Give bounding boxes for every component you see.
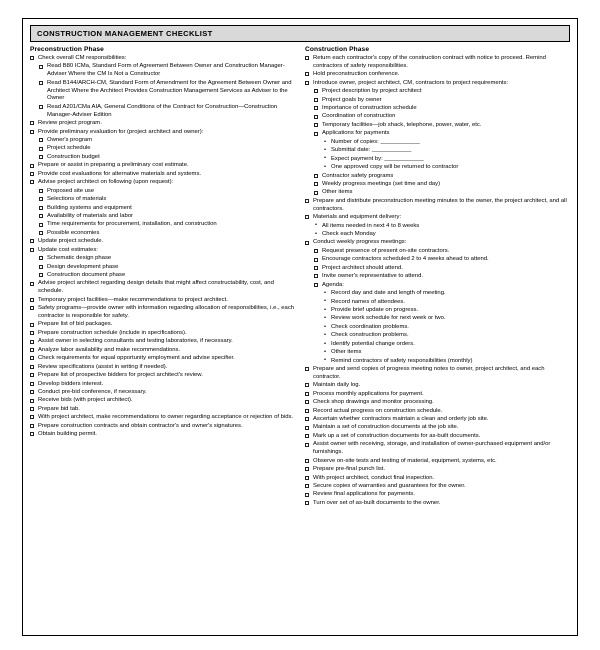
column-heading-preconstruction: Preconstruction Phase <box>30 46 104 53</box>
checklist-item[interactable] <box>305 173 570 181</box>
checklist-item[interactable] <box>305 248 570 256</box>
checklist-item-label: Develop bidders interest. <box>38 380 104 387</box>
bullet-icon: • <box>324 138 327 145</box>
checklist-item-label: Review work schedule for next week or two. <box>331 315 446 322</box>
checklist-item[interactable] <box>305 88 570 96</box>
checklist-item[interactable] <box>30 104 295 120</box>
checklist-item[interactable] <box>30 338 295 346</box>
checkbox-icon[interactable] <box>314 274 318 278</box>
bullet-icon: • <box>324 163 327 170</box>
checklist-item[interactable] <box>30 297 295 305</box>
checkbox-icon[interactable] <box>305 383 309 387</box>
checklist-item-label: Mark up a set of construction documents for as-built documents. <box>313 432 481 439</box>
checkbox-icon[interactable] <box>39 256 43 260</box>
checkbox-icon[interactable] <box>305 72 309 76</box>
checkbox-icon[interactable] <box>30 331 34 335</box>
checklist-item[interactable] <box>305 483 570 491</box>
checklist-item-label: Observe on-site tests and testing of material, equipment, systems, etc. <box>313 457 497 464</box>
checkbox-icon[interactable] <box>30 248 34 252</box>
checklist-item-label: One approved copy will be returned to contractor <box>331 164 459 171</box>
checkbox-icon[interactable] <box>30 180 34 184</box>
checklist-item[interactable] <box>30 154 295 162</box>
checklist-item-label: Materials and equipment delivery: <box>313 214 402 221</box>
checkbox-icon[interactable] <box>30 432 34 436</box>
checkbox-icon[interactable] <box>305 434 309 438</box>
bullet-icon: • <box>315 230 318 237</box>
bullet-icon: • <box>324 357 327 364</box>
checkbox-icon[interactable] <box>30 323 34 327</box>
checklist-item-label: Number of copies: ____________ <box>331 138 420 145</box>
checkbox-icon[interactable] <box>305 426 309 430</box>
checklist-item-label: Turn over set of as-built documents to the owner. <box>313 499 441 506</box>
checkbox-icon[interactable] <box>314 249 318 253</box>
checklist-item-label: Conduct pre-bid conference, if necessary. <box>38 388 147 395</box>
checkbox-icon[interactable] <box>39 273 43 277</box>
checklist-item[interactable] <box>305 189 570 197</box>
checkbox-icon[interactable] <box>305 467 309 471</box>
checklist-item[interactable] <box>30 179 295 187</box>
checkbox-icon[interactable] <box>305 400 309 404</box>
checklist-item-label: Request presence of present on-site contractors. <box>322 247 450 254</box>
checklist-item-label: Project goals by owner <box>322 96 382 103</box>
checkbox-icon[interactable] <box>30 130 34 134</box>
checklist-item[interactable] <box>305 424 570 432</box>
checklist-item-label: Check each Monday <box>322 231 376 237</box>
checkbox-icon[interactable] <box>30 356 34 360</box>
checklist-item-label: Weekly progress meetings (set time and day) <box>322 180 441 187</box>
checklist-item-label: Prepare and distribute preconstruction meeting minutes to the owner, the project architect, and all contractors. <box>313 197 567 212</box>
checklist-item[interactable] <box>305 130 570 138</box>
checklist-item-label: Coordination of construction <box>322 113 396 120</box>
checklist-item-label: Maintain daily log. <box>313 382 361 389</box>
checkbox-icon[interactable] <box>305 459 309 463</box>
checklist-item-label: Prepare pre-final punch list. <box>313 466 386 473</box>
checklist-item[interactable] <box>30 397 295 405</box>
checklist-item-label: Construction document phase <box>47 272 126 278</box>
checklist-item-label: Read A201/CMa AIA, General Conditions of the Contract for Construction—Construction Manager-Adviser Edition <box>47 103 278 118</box>
checkbox-icon[interactable] <box>30 415 34 419</box>
checklist-item-label: Project schedule <box>47 145 91 152</box>
checklist-item[interactable] <box>30 137 295 145</box>
checklist-item-label: Agenda: <box>322 281 344 288</box>
checklist-item-label: Advise project architect regarding design details that might affect constructability, cost, and schedule. <box>38 280 274 295</box>
checklist-item[interactable] <box>305 408 570 416</box>
checklist-item[interactable] <box>305 198 570 214</box>
checklist-item[interactable] <box>305 366 570 382</box>
checkbox-icon[interactable] <box>314 106 318 110</box>
checklist-item[interactable] <box>305 307 570 315</box>
checkbox-icon[interactable] <box>314 89 318 93</box>
checklist-item[interactable] <box>30 213 295 221</box>
checklist-item-label: Contractor safety programs <box>322 172 394 179</box>
checklist-item[interactable] <box>305 139 570 147</box>
checklist-item[interactable] <box>305 491 570 499</box>
checklist-item[interactable] <box>305 475 570 483</box>
checkbox-icon[interactable] <box>314 174 318 178</box>
checklist-item[interactable] <box>30 188 295 196</box>
column-construction <box>305 46 570 629</box>
bullet-icon: • <box>324 289 327 296</box>
checklist-item-label: Record day and date and length of meeting. <box>331 290 446 297</box>
checklist-item-label: Owner's program <box>47 137 92 143</box>
checklist-item-label: Provide preliminary evaluation for (project architect and owner): <box>38 128 204 135</box>
checklist-item-label: Prepare and send copies of progress meeting notes to owner, project architect, and each contractor. <box>313 366 545 380</box>
checklist-item-label: Project architect should attend. <box>322 264 403 271</box>
checklist-item[interactable] <box>30 171 295 179</box>
checklist-item[interactable] <box>305 391 570 399</box>
checklist-item-label: Applications for payments <box>322 130 390 137</box>
checklist-item[interactable] <box>305 181 570 189</box>
checklist-item-label: Design development phase <box>47 263 119 270</box>
checkbox-icon[interactable] <box>305 367 309 371</box>
checklist-item-label: Hold preconstruction conference. <box>313 71 400 78</box>
checklist-item-label: Ascertain whether contractors maintain a clean and orderly job site. <box>313 416 489 423</box>
checklist-item[interactable] <box>305 441 570 457</box>
checkbox-icon[interactable] <box>39 265 43 269</box>
checklist-item[interactable] <box>305 500 570 508</box>
checklist-item-label: Return each contractor's copy of the construction contract with notice to proceed. Remind contractors of safety responsibilities. <box>313 55 546 69</box>
checklist-item-label: Building systems and equipment <box>47 204 132 211</box>
checklist-item[interactable] <box>305 433 570 441</box>
checkbox-icon[interactable] <box>39 138 43 142</box>
checkbox-icon[interactable] <box>39 147 43 151</box>
checklist-item[interactable] <box>305 265 570 273</box>
checklist-item-label: Review final applications for payments. <box>313 491 415 498</box>
checkbox-icon[interactable] <box>39 206 43 210</box>
checklist-item-label: Safety programs—provide owner with information regarding allocation of responsibilities, i.e., each contractor is responsible for safety. <box>38 305 295 319</box>
checkbox-icon[interactable] <box>30 390 34 394</box>
checkbox-icon[interactable] <box>305 493 309 497</box>
checklist-item-label: Review project program. <box>38 120 102 127</box>
checkbox-icon[interactable] <box>30 399 34 403</box>
checkbox-icon[interactable] <box>39 65 43 69</box>
checklist-item-label: Read B80 ICMa, Standard Form of Agreement Between Owner and Construction Manager-Adviser Where the CM Is Not a Constructor <box>47 63 285 78</box>
checklist-item-label: Expect payment by: ____________ <box>331 155 424 162</box>
checklist-item[interactable] <box>30 255 295 263</box>
checkbox-icon[interactable] <box>39 214 43 218</box>
checklist-item-label: Possible economies <box>47 229 100 236</box>
checkbox-icon[interactable] <box>30 340 34 344</box>
checkbox-icon[interactable] <box>39 189 43 193</box>
checkbox-icon[interactable] <box>305 476 309 480</box>
bullet-icon: • <box>324 155 327 162</box>
checklist-item[interactable] <box>305 214 570 222</box>
checklist-item-label: Proposed site use <box>47 187 95 194</box>
checklist-item[interactable] <box>305 239 570 247</box>
checklist-item[interactable] <box>305 466 570 474</box>
checklist-item[interactable] <box>30 381 295 389</box>
checkbox-icon[interactable] <box>314 258 318 262</box>
checklist-item-label: Check requirements for equal opportunity employment and advise specifier. <box>38 355 235 362</box>
checklist-item[interactable] <box>305 256 570 264</box>
checklist-item-label: Submittal date: ____________ <box>331 147 412 154</box>
checklist-item[interactable] <box>30 423 295 431</box>
checklist-item-label: Time requirements for procurement, installation, and construction <box>47 221 217 228</box>
checkbox-icon[interactable] <box>39 105 43 109</box>
checklist-item-label: Maintain a set of construction documents at the job site. <box>313 424 459 431</box>
checklist-item[interactable] <box>305 55 570 71</box>
checklist-item-label: Remind contractors of safety responsibilities (monthly) <box>331 357 473 364</box>
checkbox-icon[interactable] <box>39 223 43 227</box>
checklist-item[interactable] <box>305 399 570 407</box>
checkbox-icon[interactable] <box>314 123 318 127</box>
checklist-item[interactable] <box>305 223 570 231</box>
checklist-item-label: Review specifications (assist in writing if needed). <box>38 363 168 370</box>
checklist-item[interactable] <box>30 389 295 397</box>
checklist-item-label: Importance of construction schedule <box>322 105 417 112</box>
checklist-item-label: Provide brief update on progress. <box>331 306 419 313</box>
checklist-item[interactable] <box>30 272 295 280</box>
checklist-item-label: Check coordination problems. <box>331 323 409 330</box>
checkbox-icon[interactable] <box>39 155 43 159</box>
checklist-item[interactable] <box>305 299 570 307</box>
checklist-item-label: Prepare construction contracts and obtain contractor's and owner's signatures. <box>38 422 243 429</box>
checklist-item[interactable] <box>30 280 295 296</box>
checklist-item-label: Project description by project architect <box>322 88 422 95</box>
checkbox-icon[interactable] <box>30 172 34 176</box>
bullet-icon: • <box>324 340 327 347</box>
checklist-item[interactable] <box>305 416 570 424</box>
checkbox-icon[interactable] <box>305 199 309 203</box>
checklist-item[interactable] <box>305 147 570 155</box>
checklist-item[interactable] <box>30 406 295 414</box>
checklist-item-label: Conduct weekly progress meetings: <box>313 239 407 246</box>
checkbox-icon[interactable] <box>39 231 43 235</box>
checklist-item[interactable] <box>305 349 570 357</box>
checkbox-icon[interactable] <box>30 424 34 428</box>
checklist-item[interactable] <box>30 238 295 246</box>
checklist-item-label: Secure copies of warranties and guarantees for the owner. <box>313 482 466 489</box>
checklist-item[interactable] <box>305 290 570 298</box>
checklist-item-label: Process monthly applications for payment. <box>313 390 424 397</box>
checklist-item[interactable] <box>305 105 570 113</box>
checklist-item-label: Analyze labor availability and make recommendations. <box>38 346 181 353</box>
checkbox-icon[interactable] <box>305 409 309 413</box>
checklist-item[interactable] <box>305 458 570 466</box>
checklist-sheet <box>22 18 578 636</box>
bullet-icon: • <box>324 332 327 339</box>
checkbox-icon[interactable] <box>305 392 309 396</box>
bullet-icon: • <box>324 147 327 154</box>
checkbox-icon[interactable] <box>305 443 309 447</box>
checklist-item[interactable] <box>305 382 570 390</box>
checkbox-icon[interactable] <box>314 132 318 136</box>
checkbox-icon[interactable] <box>305 484 309 488</box>
checklist-item[interactable] <box>305 80 570 88</box>
checklist-item[interactable] <box>305 71 570 79</box>
checklist-preconstruction <box>30 55 295 439</box>
checklist-item-label: Prepare or assist in preparing a preliminary cost estimate. <box>38 162 189 169</box>
checklist-item[interactable] <box>30 63 295 79</box>
checkbox-icon[interactable] <box>30 382 34 386</box>
checklist-item-label: Update project schedule. <box>38 238 104 245</box>
checkbox-icon[interactable] <box>30 348 34 352</box>
checklist-item[interactable] <box>305 97 570 105</box>
bullet-icon: • <box>324 315 327 322</box>
checkbox-icon[interactable] <box>305 241 309 245</box>
checklist-item[interactable] <box>305 358 570 366</box>
checklist-item[interactable] <box>30 321 295 329</box>
checkbox-icon[interactable] <box>305 56 309 60</box>
checklist-item[interactable] <box>30 221 295 229</box>
checklist-item[interactable] <box>305 164 570 172</box>
bullet-icon: • <box>324 323 327 330</box>
checklist-item-label: Assist owner in selecting consultants and testing laboratories, if necessary. <box>38 338 233 345</box>
checkbox-icon[interactable] <box>39 81 43 85</box>
checklist-item[interactable] <box>305 315 570 323</box>
checklist-item[interactable] <box>30 330 295 338</box>
checklist-item-label: Other items <box>322 189 353 196</box>
column-heading-construction: Construction Phase <box>305 46 370 53</box>
checklist-item-label: Record actual progress on construction schedule. <box>313 407 443 414</box>
checklist-item-label: Other items <box>331 349 362 356</box>
checklist-item[interactable] <box>30 347 295 355</box>
checklist-item-label: Introduce owner, project architect, CM, contractors to project requirements: <box>313 79 509 86</box>
checklist-item-label: Prepare bid tab. <box>38 405 80 412</box>
bullet-icon: • <box>315 222 318 229</box>
checklist-item[interactable] <box>30 230 295 238</box>
checklist-item[interactable] <box>30 129 295 137</box>
checkbox-icon[interactable] <box>30 365 34 369</box>
checkbox-icon[interactable] <box>314 266 318 270</box>
checklist-item-label: Temporary project facilities—make recommendations to project architect. <box>38 296 228 303</box>
checklist-item-label: Read B144/ARCH-CM, Standard Form of Amendment for the Agreement Between Owner and Architect Where the Architect Provides Construction Management Services as Adviser to the Owner <box>47 79 292 102</box>
checklist-item-label: Update cost estimates: <box>38 246 98 253</box>
checkbox-icon[interactable] <box>30 121 34 125</box>
checklist-item[interactable] <box>30 120 295 128</box>
checklist-item[interactable] <box>305 273 570 281</box>
checklist-item-label: Invite owner's representative to attend. <box>322 273 423 280</box>
checklist-item-label: Prepare construction schedule (include in specifications). <box>38 329 187 336</box>
checklist-item-label: Availability of materials and labor <box>47 212 134 219</box>
checklist-item[interactable] <box>30 305 295 321</box>
bullet-icon: • <box>324 298 327 305</box>
bullet-icon: • <box>324 306 327 313</box>
checklist-item-label: Advise project architect on following (upon request): <box>38 179 174 186</box>
checklist-item-label: Assist owner with receiving, storage, and installation of owner-purchased equipment and/or furnishings. <box>313 441 551 456</box>
checklist-item[interactable] <box>30 364 295 372</box>
checklist-item[interactable] <box>30 431 295 439</box>
checklist-item[interactable] <box>30 247 295 255</box>
checklist-item[interactable] <box>305 231 570 239</box>
checklist-item-label: Schematic design phase <box>47 255 112 262</box>
checkbox-icon[interactable] <box>305 81 309 85</box>
checklist-item-label: Receive bids (with project architect). <box>38 397 133 404</box>
checklist-item-label: Prepare list of prospective bidders for project architect's review. <box>38 372 203 379</box>
column-preconstruction <box>30 46 295 629</box>
checklist-item-label: Record names of attendees. <box>331 298 406 305</box>
checklist-item[interactable] <box>30 264 295 272</box>
checkbox-icon[interactable] <box>314 98 318 102</box>
checkbox-icon[interactable] <box>314 283 318 287</box>
checklist-item[interactable] <box>30 162 295 170</box>
checkbox-icon[interactable] <box>305 501 309 505</box>
checklist-item[interactable] <box>305 122 570 130</box>
checklist-item-label: With project architect, conduct final inspection. <box>313 474 435 481</box>
checkbox-icon[interactable] <box>30 56 34 60</box>
checklist-item[interactable] <box>30 145 295 153</box>
checklist-item-label: All items needed in next 4 to 8 weeks <box>322 222 420 229</box>
checkbox-icon[interactable] <box>30 282 34 286</box>
checkbox-icon[interactable] <box>314 182 318 186</box>
checkbox-icon[interactable] <box>39 197 43 201</box>
checklist-item[interactable] <box>305 113 570 121</box>
checkbox-icon[interactable] <box>30 239 34 243</box>
checkbox-icon[interactable] <box>314 191 318 195</box>
checklist-item[interactable] <box>30 355 295 363</box>
checkbox-icon[interactable] <box>30 407 34 411</box>
checkbox-icon[interactable] <box>30 306 34 310</box>
checklist-item-label: Obtain building permit. <box>38 431 97 438</box>
checklist-item[interactable] <box>30 414 295 422</box>
checklist-item-label: Check shop drawings and monitor processing. <box>313 399 434 406</box>
checklist-item[interactable] <box>30 55 295 63</box>
checklist-item-label: Construction budget <box>47 153 100 160</box>
checklist-item[interactable] <box>30 205 295 213</box>
checkbox-icon[interactable] <box>305 215 309 219</box>
checklist-item[interactable] <box>30 196 295 204</box>
checklist-item[interactable] <box>30 372 295 380</box>
checklist-item[interactable] <box>305 282 570 290</box>
checkbox-icon[interactable] <box>30 373 34 377</box>
checklist-item-label: Selections of materials <box>47 196 107 203</box>
checklist-item-label: Check overall CM responsibilities: <box>38 55 127 61</box>
checklist-item[interactable] <box>305 332 570 340</box>
checkbox-icon[interactable] <box>305 417 309 421</box>
checklist-item-label: Encourage contractors scheduled 2 to 4 weeks ahead to attend. <box>322 256 489 263</box>
checklist-item-label: With project architect, make recommendations to owner regarding acceptance or rejection of bids. <box>38 414 294 421</box>
checklist-item-label: Check construction problems. <box>331 332 409 339</box>
checklist-item[interactable] <box>30 80 295 104</box>
checklist-item[interactable] <box>305 341 570 349</box>
checklist-item-label: Prepare list of bid packages. <box>38 321 113 328</box>
checkbox-icon[interactable] <box>30 298 34 302</box>
checklist-construction <box>305 55 570 508</box>
checklist-columns <box>30 46 570 629</box>
checkbox-icon[interactable] <box>314 115 318 119</box>
checklist-item-label: Temporary facilities—job shack, telephone, power, water, etc. <box>322 121 482 128</box>
checklist-item-label: Identify potential change orders. <box>331 340 415 347</box>
checklist-item[interactable] <box>305 156 570 164</box>
checklist-item-label: Provide cost evaluations for alternative materials and systems. <box>38 170 202 177</box>
checkbox-icon[interactable] <box>30 164 34 168</box>
document-title: CONSTRUCTION MANAGEMENT CHECKLIST <box>30 25 570 42</box>
checklist-item[interactable] <box>305 324 570 332</box>
bullet-icon: • <box>324 348 327 355</box>
